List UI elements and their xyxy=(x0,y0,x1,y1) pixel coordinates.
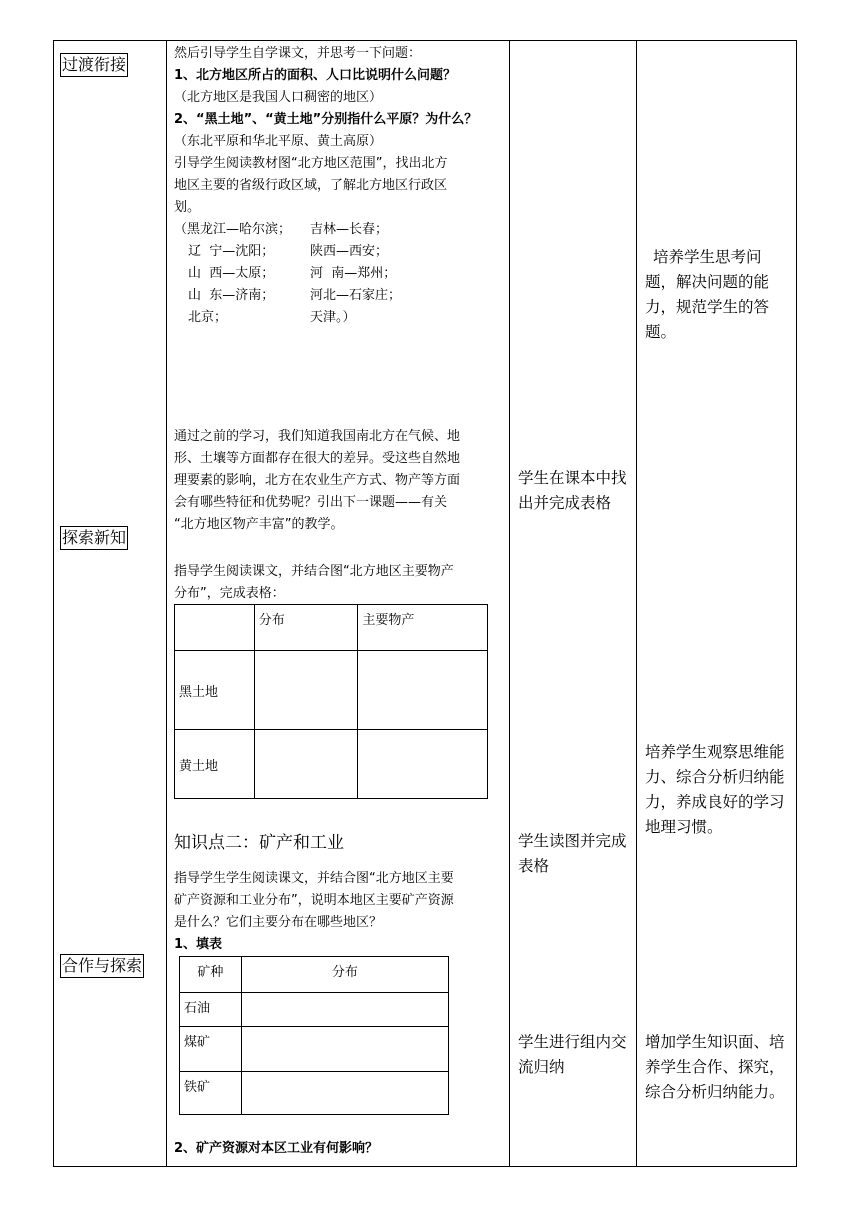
table-header-cell xyxy=(175,605,255,651)
answer-1: （北方地区是我国人口稠密的地区） xyxy=(174,90,383,105)
province-item: 天津。） xyxy=(310,310,356,325)
table-cell-empty[interactable] xyxy=(241,1027,448,1072)
column-divider xyxy=(166,40,167,1167)
province-item: 河北—石家庄； xyxy=(310,288,402,303)
stage-label-transition: 过渡衔接 xyxy=(60,53,128,77)
province-item: 北京； xyxy=(188,310,228,325)
text-line: 矿产资源和工业分布”，说明本地区主要矿产资源 xyxy=(174,893,454,908)
text-line: 是什么？它们主要分布在哪些地区？ xyxy=(174,915,383,930)
design-intent: 培养学生观察思维能力、综合分析归纳能力，养成良好的学习地理习惯。 xyxy=(645,743,785,836)
answer-2: （东北平原和华北平原、黄土高原） xyxy=(174,134,383,149)
table-row-label: 铁矿 xyxy=(180,1072,242,1115)
text-line: 指导学生阅读课文，并结合图“北方地区主要物产 xyxy=(174,564,454,579)
table-row-label: 煤矿 xyxy=(180,1027,242,1072)
minerals-table xyxy=(179,956,449,1115)
text-line: 然后引导学生自学课文，并思考一下问题： xyxy=(174,46,422,61)
table-row-label: 黄土地 xyxy=(175,730,255,799)
text-line: 通过之前的学习，我们知道我国南北方在气候、地 xyxy=(174,429,461,444)
student-activity: 学生在课本中找出并完成表格 xyxy=(518,469,627,512)
province-item: 山 西—太原； xyxy=(188,266,275,281)
knowledge-point-heading: 知识点二：矿产和工业 xyxy=(174,833,344,853)
stage-label-cooperate: 合作与探索 xyxy=(60,954,144,978)
text-line: 形、土壤等方面都存在很大的差异。受这些自然地 xyxy=(174,451,461,466)
products-table xyxy=(174,604,488,799)
province-item: 陕西—西安； xyxy=(310,244,389,259)
design-intent: 培养学生思考问题，解决问题的能力，规范学生的答题。 xyxy=(645,248,770,341)
table-header-cell: 主要物产 xyxy=(358,605,488,651)
student-activity: 学生读图并完成表格 xyxy=(518,832,627,875)
column-divider xyxy=(636,40,637,1167)
table-header-cell: 矿种 xyxy=(180,957,242,993)
province-item: 吉林—长春； xyxy=(310,222,389,237)
stage-label-explore: 探索新知 xyxy=(60,526,128,550)
explore-intro xyxy=(174,426,506,536)
text-line: 划。 xyxy=(174,200,201,215)
table-header-cell: 分布 xyxy=(254,605,358,651)
province-item: 辽 宁—沈阳； xyxy=(188,244,275,259)
table-cell-empty[interactable] xyxy=(241,1072,448,1115)
province-item: 河 南—郑州； xyxy=(310,266,397,281)
transition-content xyxy=(174,43,506,329)
table-header-cell: 分布 xyxy=(241,957,448,993)
province-item: （黑龙江—哈尔滨； xyxy=(174,222,292,237)
design-intent: 增加学生知识面、培养学生合作、探究，综合分析归纳能力。 xyxy=(645,1033,785,1101)
table-cell-empty[interactable] xyxy=(254,651,358,730)
text-line: 会有哪些特征和优势呢？引出下一课题——有关 xyxy=(174,495,448,510)
cooperate-content xyxy=(174,868,506,956)
province-list xyxy=(174,219,506,329)
table-cell-empty[interactable] xyxy=(358,651,488,730)
text-line: 分布”，完成表格： xyxy=(174,586,285,601)
table-cell-empty[interactable] xyxy=(358,730,488,799)
table-row-label: 黑土地 xyxy=(175,651,255,730)
explore-guide xyxy=(174,561,506,605)
column-divider xyxy=(509,40,510,1167)
text-line: 引导学生阅读教材图“北方地区范围”，找出北方 xyxy=(174,156,448,171)
text-line: 理要素的影响，北方在农业生产方式、物产等方面 xyxy=(174,473,461,488)
question-2-text: 2、矿产资源对本区工业有何影响？ xyxy=(174,1141,379,1156)
table-row-label: 石油 xyxy=(180,993,242,1027)
student-activity: 学生进行组内交流归纳 xyxy=(518,1033,627,1076)
question-2: 2、“黑土地”、“黄土地”分别指什么平原？为什么？ xyxy=(174,112,478,127)
province-item: 山 东—济南； xyxy=(188,288,275,303)
text-line: “北方地区物产丰富”的教学。 xyxy=(174,517,344,532)
table-cell-empty[interactable] xyxy=(241,993,448,1027)
table-cell-empty[interactable] xyxy=(254,730,358,799)
fill-table-label: 1、填表 xyxy=(174,937,223,952)
question-1: 1、北方地区所占的面积、人口比说明什么问题？ xyxy=(174,68,457,83)
text-line: 指导学生学生阅读课文，并结合图“北方地区主要 xyxy=(174,871,454,886)
text-line: 地区主要的省级行政区域，了解北方地区行政区 xyxy=(174,178,448,193)
